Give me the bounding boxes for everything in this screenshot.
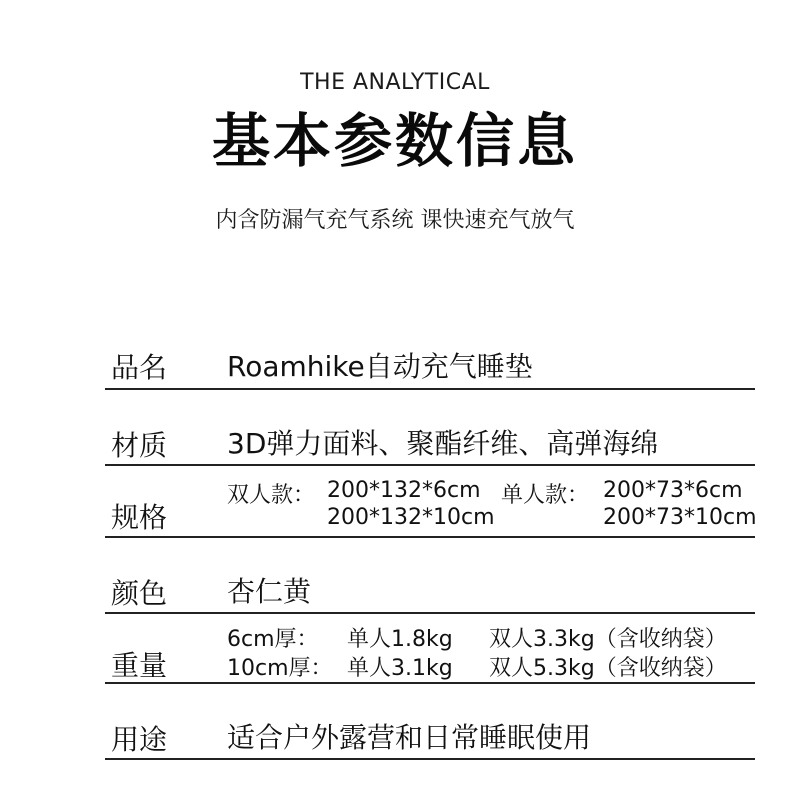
spec-label-color: 颜色 (111, 577, 168, 610)
page-title: 基本参数信息 (211, 107, 578, 175)
spec-value-name: Roamhike自动充气睡垫 (227, 350, 533, 383)
size-single-10cm: 200*73*10cm (603, 505, 757, 530)
spec-label-material: 材质 (111, 429, 168, 462)
spec-label-size: 规格 (111, 501, 168, 534)
row-divider (105, 682, 755, 684)
row-divider (105, 536, 755, 538)
size-single-prefix: 单人款： (501, 483, 590, 508)
weight-6cm-single: 单人1.8kg (347, 627, 453, 652)
row-divider (105, 758, 755, 760)
spec-row-size (105, 478, 755, 538)
weight-6cm-thickness: 6cm厚： (227, 627, 319, 652)
spec-label-name: 品名 (111, 351, 168, 384)
spec-label-weight: 重量 (111, 649, 168, 682)
row-divider (105, 464, 755, 466)
spec-row-color (105, 568, 755, 614)
size-double-10cm: 200*132*10cm (327, 505, 495, 530)
page-subtitle: 内含防漏气充气系统 课快速充气放气 (215, 208, 575, 233)
spec-label-usage: 用途 (111, 723, 168, 756)
spec-row-material (105, 420, 755, 466)
eyebrow-text: THE ANALYTICAL (300, 70, 490, 95)
weight-10cm-double: 双人5.3kg（含收纳袋） (489, 656, 727, 681)
row-divider (105, 612, 755, 614)
size-double-6cm: 200*132*6cm (327, 478, 481, 503)
size-double-prefix: 双人款： (227, 483, 316, 508)
weight-6cm-double: 双人3.3kg（含收纳袋） (489, 627, 727, 652)
spec-row-name (105, 340, 755, 390)
spec-row-usage (105, 716, 755, 760)
spec-value-color: 杏仁黄 (227, 575, 312, 608)
weight-10cm-single: 单人3.1kg (347, 656, 453, 681)
spec-row-weight (105, 620, 755, 684)
weight-10cm-thickness: 10cm厚： (227, 656, 333, 681)
spec-value-usage: 适合户外露营和日常睡眠使用 (227, 721, 592, 754)
size-single-6cm: 200*73*6cm (603, 478, 743, 503)
spec-value-material: 3D弹力面料、聚酯纤维、高弹海绵 (227, 427, 659, 460)
row-divider (105, 388, 755, 390)
